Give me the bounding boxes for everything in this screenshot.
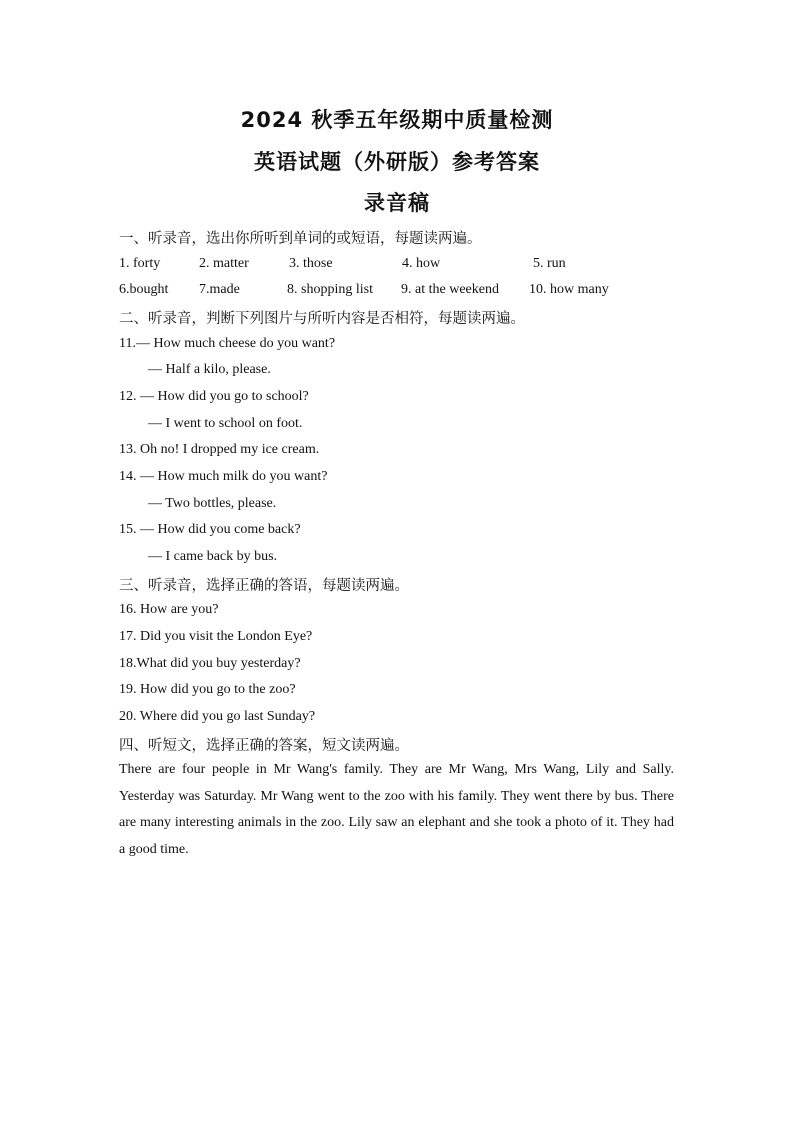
document-title: 2024 秋季五年级期中质量检测	[240, 108, 554, 132]
document-subtitle: 英语试题（外研版）参考答案	[254, 150, 540, 174]
dialogue-line: — I went to school on foot.	[148, 416, 303, 431]
document-section-title: 录音稿	[364, 191, 430, 215]
vocab-item: 7.made	[199, 282, 240, 297]
dialogue-line: 11.— How much cheese do you want?	[119, 336, 336, 351]
vocab-item: 2. matter	[199, 256, 249, 271]
passage-text: There are four people in Mr Wang's family. They are Mr Wang, Mrs Wang, Lily and Sally. Yesterday was Saturday. Mr Wang went to the zoo with his family. They went there by bus. There are many interesting animals in the zoo. Lily saw an elephant and she took a photo of it. They had a good time.	[119, 762, 674, 858]
vocab-item: 8. shopping list	[287, 282, 373, 297]
section1-heading: 一、听录音，选出你所听到单词的或短语，每题读两遍。	[119, 231, 482, 247]
dialogue-line: — Half a kilo, please.	[148, 362, 271, 377]
question-line: 17. Did you visit the London Eye?	[119, 629, 313, 644]
dialogue-line: — I came back by bus.	[148, 549, 278, 564]
section4-heading: 四、听短文，选择正确的答案，短文读两遍。	[119, 738, 409, 754]
question-line: 18.What did you buy yesterday?	[119, 656, 301, 671]
question-line: 16. How are you?	[119, 602, 219, 617]
vocab-item: 9. at the weekend	[401, 282, 499, 297]
dialogue-line: — Two bottles, please.	[148, 496, 277, 511]
question-line: 19. How did you go to the zoo?	[119, 682, 296, 697]
vocab-item: 6.bought	[119, 282, 169, 297]
vocab-item: 1. forty	[119, 256, 161, 271]
vocab-item: 3. those	[289, 256, 333, 271]
dialogue-line: 12. — How did you go to school?	[119, 389, 309, 404]
section2-heading: 二、听录音，判断下列图片与所听内容是否相符，每题读两遍。	[119, 311, 525, 327]
vocab-item: 10. how many	[529, 282, 609, 297]
question-line: 20. Where did you go last Sunday?	[119, 709, 316, 724]
dialogue-line: 13. Oh no! I dropped my ice cream.	[119, 442, 320, 457]
vocab-row-1	[119, 256, 679, 274]
section3-heading: 三、听录音，选择正确的答语，每题读两遍。	[119, 578, 409, 594]
vocab-item: 4. how	[402, 256, 441, 271]
vocab-item: 5. run	[533, 256, 566, 271]
vocab-row-2	[119, 282, 679, 300]
dialogue-line: 15. — How did you come back?	[119, 522, 301, 537]
dialogue-line: 14. — How much milk do you want?	[119, 469, 328, 484]
